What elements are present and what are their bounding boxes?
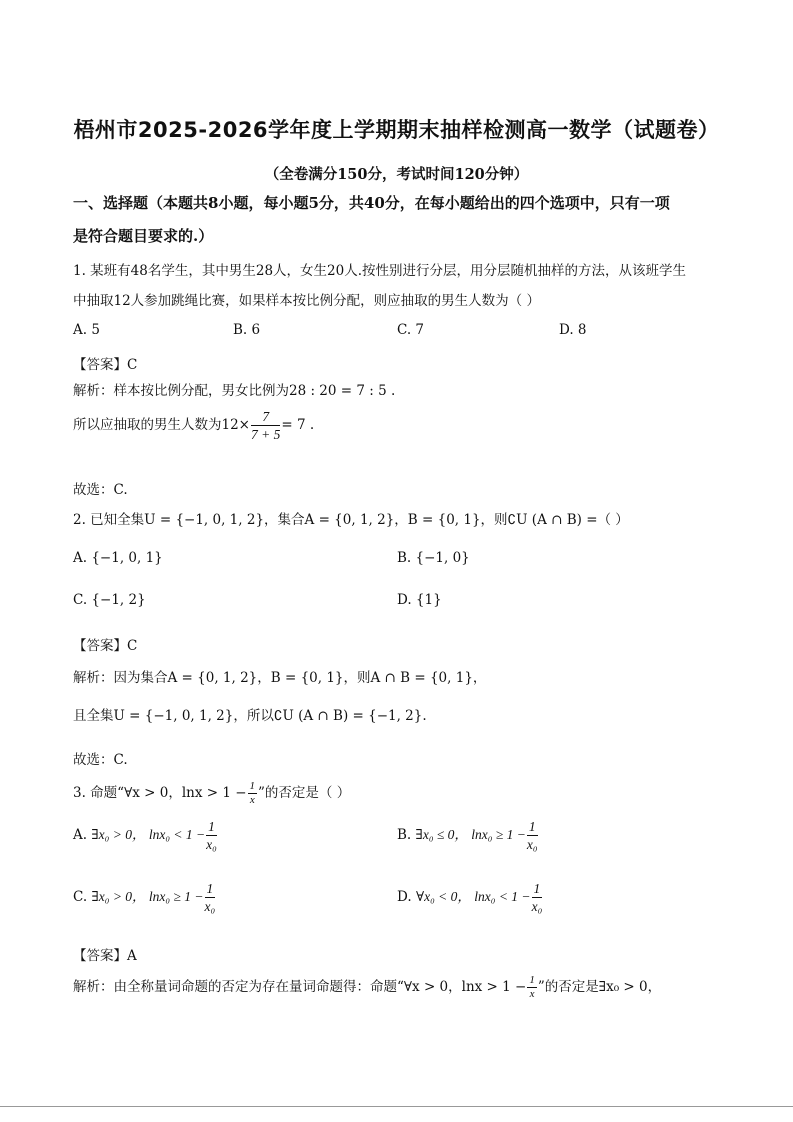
q3-option-b-numerator: 1 xyxy=(528,819,536,834)
q3-option-b-expr: ∃x₀ ≤ 0， lnx₀ ≥ 1 − xyxy=(415,827,526,842)
exam-subtitle: （全卷满分150分，考试时间120分钟） xyxy=(264,166,529,183)
q2-option-a: A. {−1, 0, 1} xyxy=(73,550,163,566)
section-heading-line2: 是符合题目要求的.） xyxy=(73,227,214,245)
section-heading-line1: 一、选择题（本题共8小题，每小题5分，共40分，在每小题给出的四个选项中，只有一项 xyxy=(73,194,670,212)
q3-option-a-label: A. xyxy=(73,827,88,843)
q1-stem-line1: 1. 某班有48名学生，其中男生28人，女生20人.按性别进行分层，用分层随机抽样的方法，从该班学生 xyxy=(73,263,686,279)
q1-answer: 【答案】C xyxy=(73,357,138,373)
q3-option-b-denominator: x₀ xyxy=(526,837,538,852)
q1-fraction xyxy=(251,408,280,443)
q3-exp-numerator: 1 xyxy=(529,974,535,986)
q3-answer: 【答案】A xyxy=(73,948,137,964)
page-bottom-rule xyxy=(0,1106,793,1107)
q1-conclusion: 故选：C. xyxy=(73,482,128,498)
q1-option-b: B. 6 xyxy=(233,322,261,338)
q3-option-c-numerator: 1 xyxy=(206,881,214,896)
q3-option-b-fraction xyxy=(527,818,538,853)
q3-option-d-denominator: x₀ xyxy=(531,899,543,914)
q3-option-c-denominator: x₀ xyxy=(204,899,216,914)
q3-option-c-fraction xyxy=(205,880,216,915)
q1-option-a: A. 5 xyxy=(73,322,100,338)
q2-conclusion: 故选：C. xyxy=(73,752,128,768)
q2-stem: 2. 已知全集U = {−1, 0, 1, 2}，集合A = {0, 1, 2}，B = {0, 1}，则∁U (A ∩ B) =（ ） xyxy=(73,512,629,528)
q1-option-d: D. 8 xyxy=(559,322,587,338)
q3-option-a-denominator: x₀ xyxy=(206,837,217,852)
q3-option-c xyxy=(73,880,216,915)
q3-exp-prefix: 解析：由全称量词命题的否定为存在量词命题得：命题“∀x > 0，lnx > 1 − xyxy=(73,979,527,995)
q3-stem-fraction xyxy=(248,780,258,807)
q3-stem-denominator: x xyxy=(249,794,255,806)
q3-option-d-label: D. xyxy=(397,889,412,905)
q2-answer: 【答案】C xyxy=(73,638,138,654)
q3-option-c-expr: ∃x₀ > 0， lnx₀ ≥ 1 − xyxy=(91,889,204,904)
q1-fraction-numerator: 7 xyxy=(251,408,280,426)
q3-stem-suffix: ”的否定是（ ） xyxy=(258,785,351,801)
q1-stem-line2: 中抽取12人参加跳绳比赛，如果样本按比例分配，则应抽取的男生人数为（ ） xyxy=(73,293,540,309)
q3-stem-prefix: 3. 命题“∀x > 0，lnx > 1 − xyxy=(73,785,247,801)
q3-option-a-numerator: 1 xyxy=(208,819,215,834)
q3-explanation xyxy=(73,974,661,1001)
q3-stem xyxy=(73,780,350,807)
q3-option-b-label: B. xyxy=(397,827,412,843)
q3-option-d-expr: ∀x₀ < 0， lnx₀ < 1 − xyxy=(415,889,531,904)
q3-option-a xyxy=(73,818,218,853)
q1-explanation-line2 xyxy=(73,408,314,443)
q3-option-a-fraction xyxy=(206,818,217,853)
q3-option-d-numerator: 1 xyxy=(533,881,541,896)
q3-option-a-expr: ∃x₀ > 0， lnx₀ < 1 − xyxy=(91,827,206,842)
q1-exp2-suffix: = 7 . xyxy=(281,417,315,433)
q2-option-d: D. {1} xyxy=(397,592,442,608)
q3-exp-suffix: ”的否定是∃x₀ > 0， xyxy=(537,979,662,995)
q2-option-c: C. {−1, 2} xyxy=(73,592,146,608)
q3-exp-denominator: x xyxy=(529,988,535,1000)
q2-explanation-line2: 且全集U = {−1, 0, 1, 2}，所以∁U (A ∩ B) = {−1, 2}. xyxy=(73,708,427,724)
q3-option-c-label: C. xyxy=(73,889,88,905)
q2-option-b: B. {−1, 0} xyxy=(397,550,470,566)
q3-option-d xyxy=(397,880,543,915)
q2-explanation-line1: 解析：因为集合A = {0, 1, 2}，B = {0, 1}，则A ∩ B = {0, 1}， xyxy=(73,670,487,686)
q3-exp-fraction xyxy=(527,974,537,1001)
q3-stem-numerator: 1 xyxy=(249,780,256,792)
q3-option-b xyxy=(397,818,539,853)
q1-explanation-line1: 解析：样本按比例分配，男女比例为28 : 20 = 7 : 5 . xyxy=(73,383,396,399)
q1-option-c: C. 7 xyxy=(397,322,425,338)
q1-fraction-denominator: 7 + 5 xyxy=(251,427,281,442)
page-title: 梧州市2025-2026学年度上学期期末抽样检测高一数学（试题卷） xyxy=(73,118,720,142)
q1-exp2-prefix: 所以应抽取的男生人数为12× xyxy=(73,417,250,433)
q3-option-d-fraction xyxy=(532,880,543,915)
